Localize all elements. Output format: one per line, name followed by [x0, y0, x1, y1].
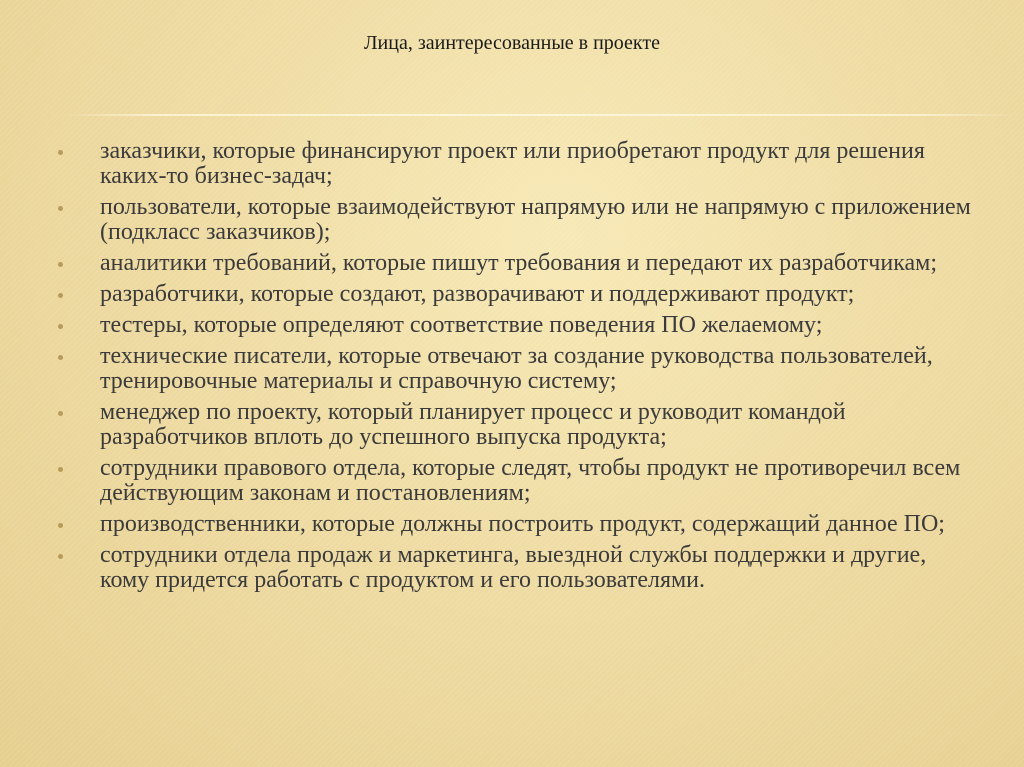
list-item-text: аналитики требований, которые пишут требования и передают их разработчикам;	[100, 250, 937, 276]
list-item	[58, 512, 978, 537]
bullet-icon	[58, 150, 63, 155]
bullet-icon	[58, 467, 63, 472]
list-item	[58, 251, 978, 276]
list-item	[58, 400, 978, 450]
list-item-text: тестеры, которые определяют соответствие поведения ПО желаемому;	[100, 312, 823, 338]
bullet-icon	[58, 206, 63, 211]
list-item	[58, 139, 978, 189]
list-item-text: менеджер по проекту, который планирует процесс и руководит командой разработчиков вплоть до успешного выпуска продукта;	[100, 399, 846, 450]
list-item	[58, 195, 978, 245]
list-item-text: разработчики, которые создают, разворачивают и поддерживают продукт;	[100, 281, 855, 307]
bullet-icon	[58, 355, 63, 360]
list-item-text: пользователи, которые взаимодействуют напрямую или не напрямую с приложением (подкласс заказчиков);	[100, 194, 971, 245]
bullet-icon	[58, 523, 63, 528]
list-item-text: производственники, которые должны построить продукт, содержащий данное ПО;	[100, 511, 945, 537]
list-item-text: сотрудники правового отдела, которые следят, чтобы продукт не противоречил всем действующим законам и постановлениям;	[100, 455, 961, 506]
list-item	[58, 313, 978, 338]
title-divider	[62, 114, 1014, 116]
list-item	[58, 456, 978, 506]
bullet-icon	[58, 324, 63, 329]
bullet-icon	[58, 411, 63, 416]
list-item-text: сотрудники отдела продаж и маркетинга, выездной службы поддержки и другие, кому придется работать с продуктом и его пользователями.	[100, 542, 927, 593]
list-item	[58, 344, 978, 394]
list-item-text: технические писатели, которые отвечают за создание руководства пользователей, тренировочные материалы и справочную систему;	[100, 343, 933, 394]
bullet-icon	[58, 554, 63, 559]
list-item	[58, 543, 978, 593]
list-item	[58, 282, 978, 307]
list-item-text: заказчики, которые финансируют проект или приобретают продукт для решения каких-то бизнес-задач;	[100, 138, 925, 189]
bullet-icon	[58, 262, 63, 267]
slide-title: Лица, заинтересованные в проекте	[363, 32, 660, 54]
bullet-list	[58, 139, 978, 599]
bullet-icon	[58, 293, 63, 298]
